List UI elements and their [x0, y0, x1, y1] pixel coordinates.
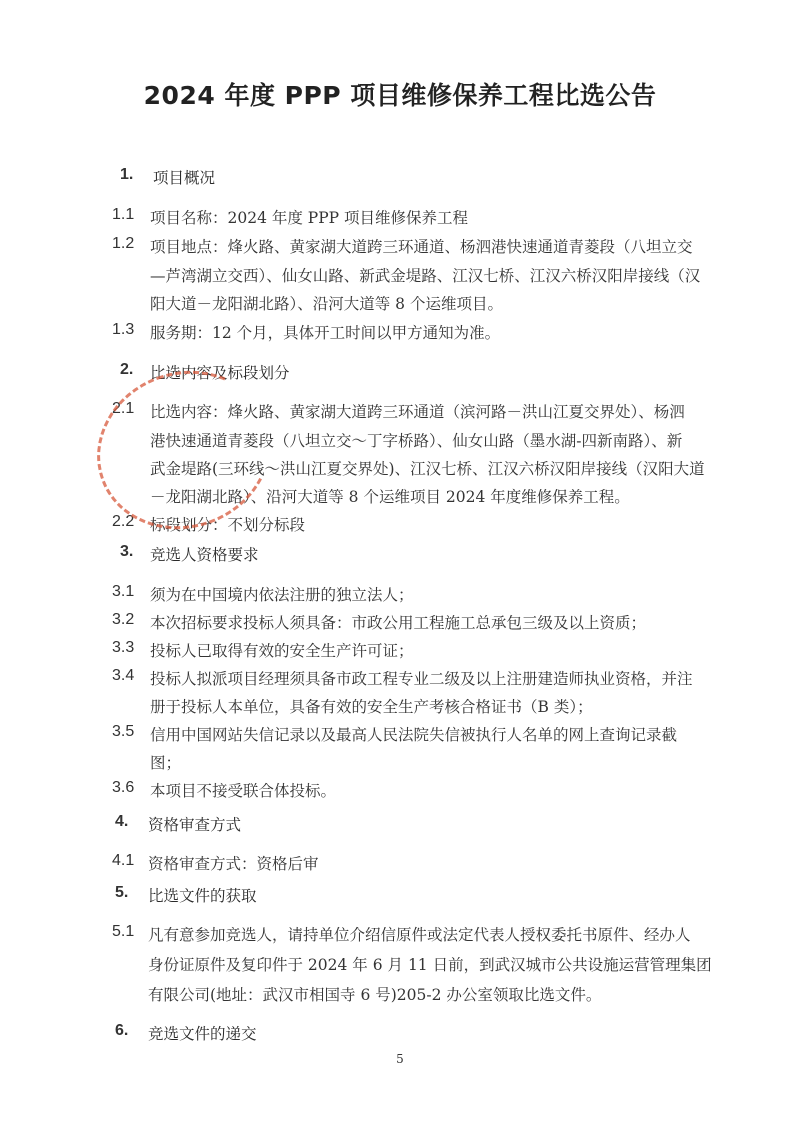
- item-text: 武金堤路(三环线～洪山江夏交界处)、江汉七桥、江汉六桥汉阳岸接线（汉阳大道: [150, 460, 705, 478]
- item-text: 项目地点：烽火路、黄家湖大道跨三环通道、杨泗港快速通道青菱段（八坦立交: [150, 238, 693, 256]
- section-number: 3.: [120, 543, 134, 560]
- section-heading: 资格审查方式: [148, 816, 242, 834]
- item-text: 资格审查方式：资格后审: [148, 855, 319, 873]
- item-number: 3.4: [112, 667, 135, 684]
- item-text: 有限公司(地址：武汉市相国寺 6 号)205-2 办公室领取比选文件。: [148, 986, 602, 1004]
- item-number: 5.1: [112, 923, 135, 940]
- item-text: 本项目不接受联合体投标。: [150, 782, 337, 800]
- section-heading: 比选文件的获取: [148, 887, 257, 905]
- item-text: 港快速通道青菱段（八坦立交～丁字桥路）、仙女山路（墨水湖-四新南路）、新: [150, 432, 683, 450]
- item-text: 本次招标要求投标人须具备：市政公用工程施工总承包三级及以上资质；: [150, 614, 647, 632]
- item-text: 凡有意参加竞选人，请持单位介绍信原件或法定代表人授权委托书原件、经办人: [148, 926, 691, 944]
- item-number: 2.2: [112, 513, 135, 530]
- item-number: 1.1: [112, 206, 135, 223]
- item-number: 3.2: [112, 611, 135, 628]
- section-heading: 竞选文件的递交: [148, 1025, 257, 1043]
- item-number: 3.6: [112, 779, 135, 796]
- item-text: 投标人拟派项目经理须具备市政工程专业二级及以上注册建造师执业资格，并注: [150, 670, 693, 688]
- item-text: 图；: [150, 754, 182, 772]
- item-number: 3.1: [112, 583, 135, 600]
- item-number: 1.3: [112, 321, 135, 338]
- section-number: 2.: [120, 361, 134, 378]
- item-text: 身份证原件及复印件于 2024 年 6 月 11 日前，到武汉城市公共设施运营管理集团: [148, 956, 712, 974]
- item-text: 比选内容：烽火路、黄家湖大道跨三环通道（滨河路－洪山江夏交界处）、杨泗: [150, 403, 685, 421]
- item-text: 册于投标人本单位，具备有效的安全生产考核合格证书（B 类）；: [150, 698, 593, 716]
- section-number: 5.: [115, 884, 129, 901]
- section-number: 4.: [115, 813, 129, 830]
- section-heading: 比选内容及标段划分: [150, 364, 290, 382]
- item-number: 2.1: [112, 400, 135, 417]
- item-number: 3.3: [112, 639, 135, 656]
- item-text: 信用中国网站失信记录以及最高人民法院失信被执行人名单的网上查询记录截: [150, 726, 678, 744]
- item-text: 须为在中国境内依法注册的独立法人；: [150, 586, 414, 604]
- item-number: 3.5: [112, 723, 135, 740]
- item-text: 标段划分：不划分标段: [150, 516, 306, 534]
- document-title: 2024 年度 PPP 项目维修保养工程比选公告: [143, 81, 657, 110]
- item-text: —芦湾湖立交西）、仙女山路、新武金堤路、江汉七桥、江汉六桥汉阳岸接线（汉: [150, 267, 701, 285]
- page-number: 5: [396, 1052, 404, 1066]
- item-text: 阳大道－龙阳湖北路）、沿河大道等 8 个运维项目。: [150, 295, 503, 313]
- item-number: 1.2: [112, 235, 135, 252]
- section-heading: 项目概况: [153, 169, 216, 187]
- item-text: 服务期：12 个月，具体开工时间以甲方通知为准。: [150, 324, 501, 342]
- item-text: 投标人已取得有效的安全生产许可证；: [150, 642, 414, 660]
- item-number: 4.1: [112, 852, 135, 869]
- section-number: 6.: [115, 1022, 129, 1039]
- section-heading: 竞选人资格要求: [150, 546, 259, 564]
- item-text: －龙阳湖北路）、沿河大道等 8 个运维项目 2024 年度维修保养工程。: [150, 488, 630, 506]
- section-number: 1.: [120, 166, 134, 183]
- item-text: 项目名称：2024 年度 PPP 项目维修保养工程: [150, 209, 469, 227]
